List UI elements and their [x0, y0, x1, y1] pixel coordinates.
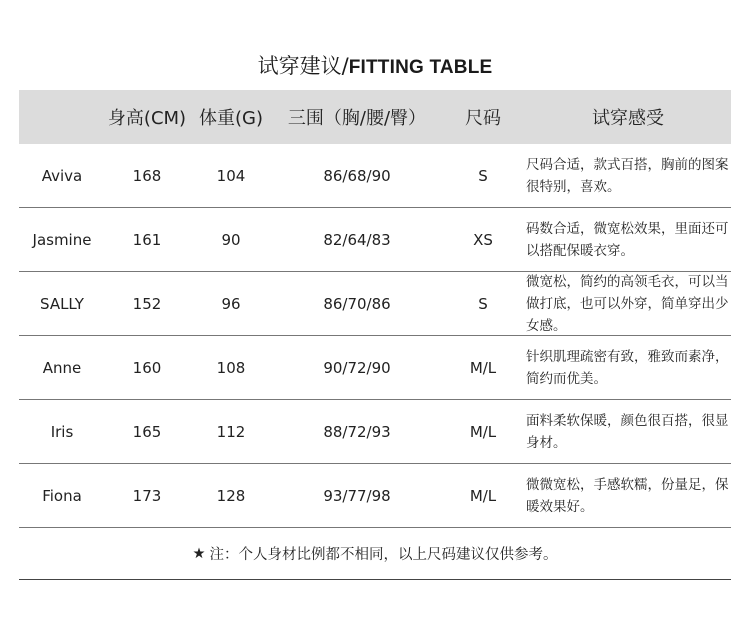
cell-height: 165	[132, 422, 162, 441]
cell-size: M/L	[469, 486, 497, 505]
cell-size: XS	[473, 230, 493, 249]
cell-measurements: 86/68/90	[323, 166, 391, 185]
cell-feeling: 码数合适，微宽松效果，里面还可以搭配保暖衣穿。	[526, 220, 729, 259]
cell-measurements: 93/77/98	[323, 486, 391, 505]
fitting-table	[19, 90, 731, 580]
cell-measurements: 82/64/83	[323, 230, 391, 249]
title-cn: 试穿建议/	[257, 54, 349, 78]
cell-name: Aviva	[41, 166, 83, 185]
cell-name: Iris	[50, 422, 74, 441]
table-row	[19, 272, 731, 336]
cell-feeling: 针织肌理疏密有致，雅致而素净，简约而优美。	[526, 348, 729, 387]
cell-name: Fiona	[42, 486, 82, 505]
cell-feeling: 微宽松，简约的高领毛衣，可以当做打底，也可以外穿，简单穿出少女感。	[526, 273, 729, 334]
cell-name: SALLY	[40, 294, 84, 313]
cell-measurements: 86/70/86	[323, 294, 391, 313]
cell-size: S	[478, 294, 488, 313]
cell-feeling: 微微宽松，手感软糯，份量足，保暖效果好。	[526, 476, 729, 515]
table-row	[19, 464, 731, 528]
cell-feeling: 面料柔软保暖，颜色很百搭，很显身材。	[526, 412, 729, 451]
footnote-text: 注：个人身材比例都不相同，以上尺码建议仅供参考。	[209, 547, 558, 563]
table-header	[19, 90, 731, 144]
header-weight: 体重(G)	[199, 108, 263, 129]
cell-size: M/L	[469, 358, 497, 377]
header-measurements: 三围（胸/腰/臀）	[287, 108, 427, 129]
cell-height: 173	[132, 486, 162, 505]
header-feeling: 试穿感受	[592, 108, 664, 129]
cell-height: 168	[132, 166, 162, 185]
cell-measurements: 88/72/93	[323, 422, 391, 441]
cell-name: Jasmine	[32, 230, 92, 249]
cell-name: Anne	[42, 358, 82, 377]
cell-height: 152	[132, 294, 162, 313]
table-row	[19, 208, 731, 272]
table-row	[19, 144, 731, 208]
cell-size: M/L	[469, 422, 497, 441]
cell-height: 161	[132, 230, 162, 249]
cell-weight: 104	[216, 166, 246, 185]
table-row	[19, 336, 731, 400]
cell-size: S	[478, 166, 488, 185]
cell-weight: 96	[221, 294, 241, 313]
cell-feeling: 尺码合适，款式百搭，胸前的图案很特别，喜欢。	[526, 156, 729, 195]
footnote	[19, 528, 731, 580]
header-height: 身高(CM)	[107, 108, 187, 129]
star-icon: ★	[192, 545, 206, 562]
header-size: 尺码	[465, 108, 501, 129]
table-row	[19, 400, 731, 464]
page-title	[0, 52, 750, 82]
cell-weight: 108	[216, 358, 246, 377]
cell-weight: 90	[221, 230, 241, 249]
cell-weight: 112	[216, 422, 246, 441]
cell-height: 160	[132, 358, 162, 377]
cell-weight: 128	[216, 486, 246, 505]
header-name	[19, 90, 105, 144]
cell-measurements: 90/72/90	[323, 358, 391, 377]
title-en: FITTING TABLE	[348, 57, 493, 78]
